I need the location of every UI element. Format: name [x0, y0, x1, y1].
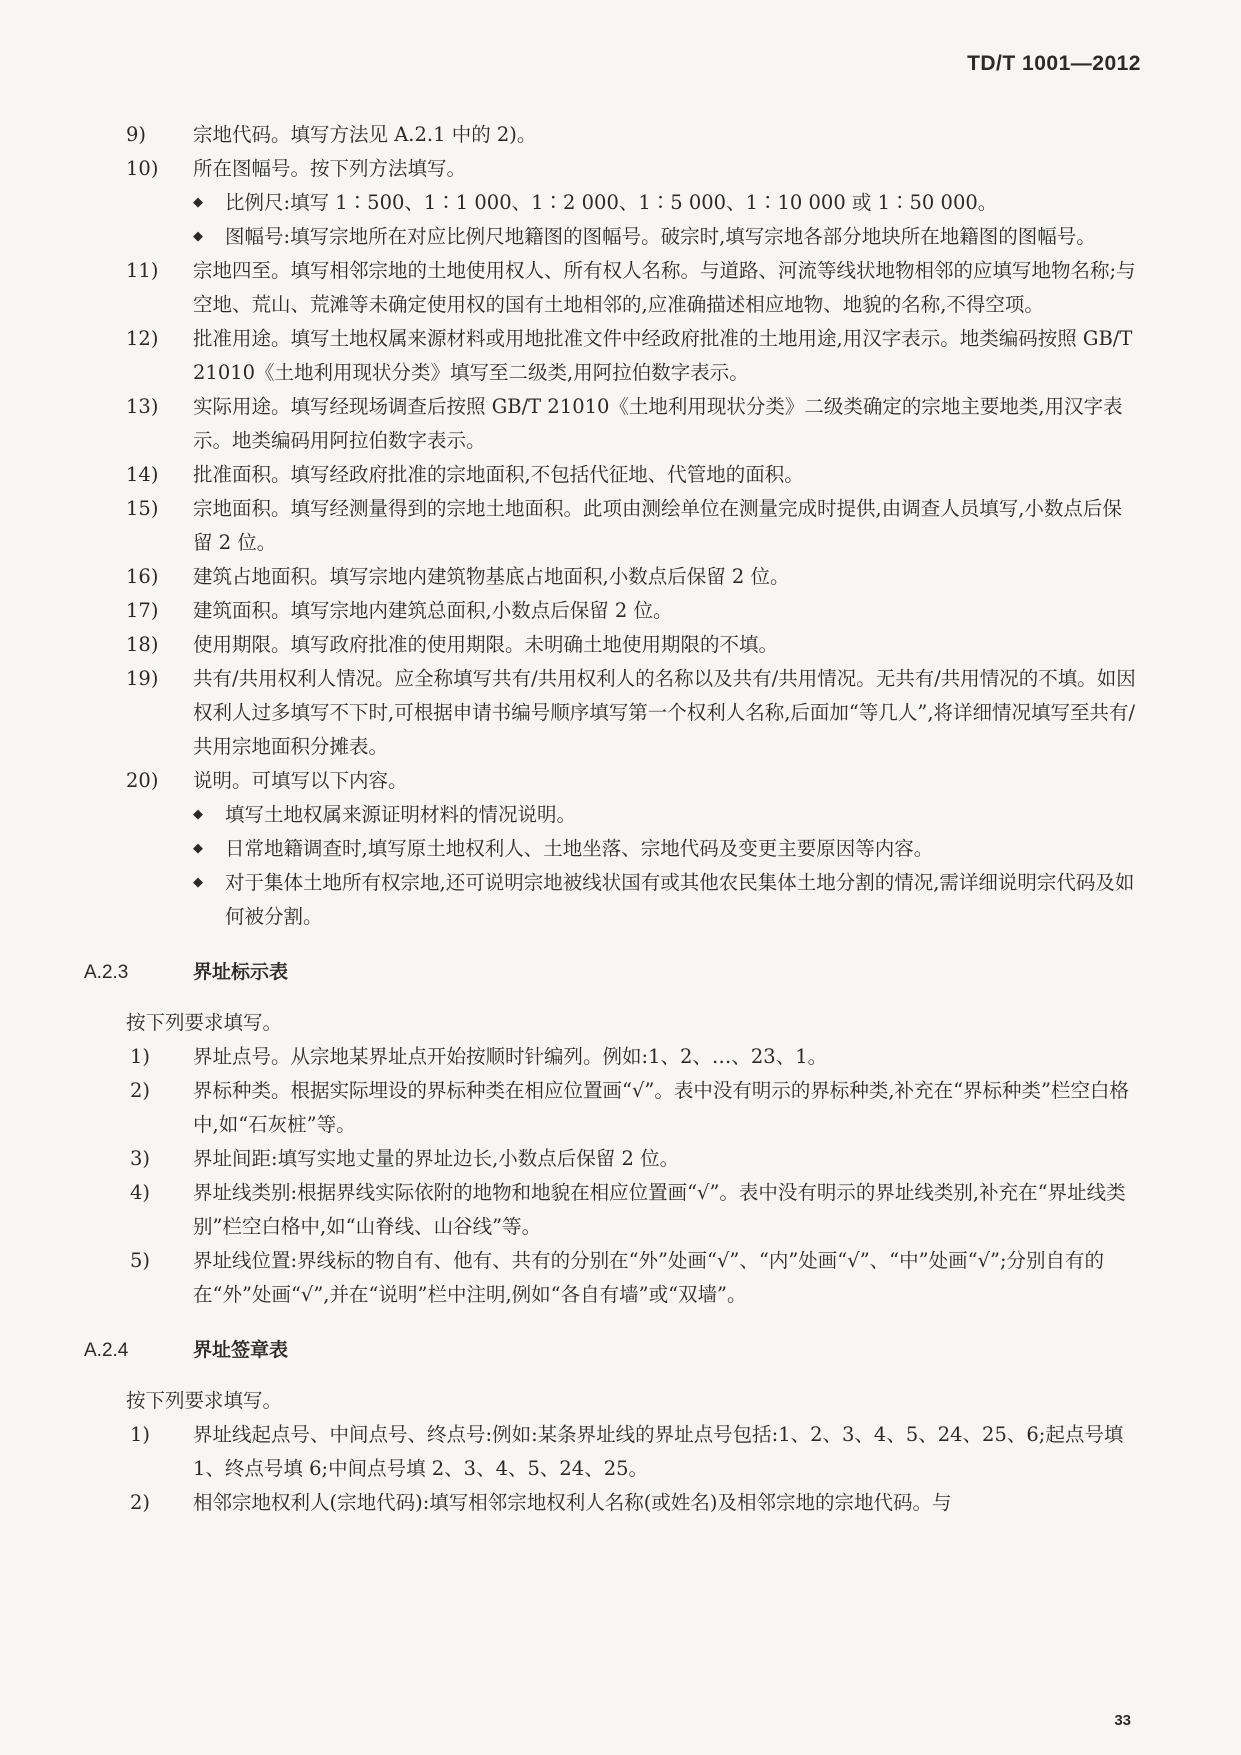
- list-item: [0, 1418, 1241, 1486]
- list-item: [0, 322, 1241, 390]
- section-heading-a24: [0, 1334, 1241, 1368]
- item-text: 宗地代码。填写方法见 A.2.1 中的 2)。: [193, 123, 537, 146]
- bullet-item: [0, 832, 1241, 866]
- item-text: 使用期限。填写政府批准的使用期限。未明确土地使用期限的不填。: [193, 633, 779, 656]
- item-text: 界址线起点号、中间点号、终点号:例如:某条界址线的界址点号包括:1、2、3、4、5、24、25、6;起点号填 1、终点号填 6;中间点号填 2、3、4、5、24、25。: [193, 1423, 1124, 1480]
- item-text: 批准用途。填写土地权属来源材料或用地批准文件中经政府批准的土地用途,用汉字表示。地类编码按照 GB/T 21010《土地利用现状分类》填写至二级类,用阿拉伯数字表示。: [193, 327, 1133, 384]
- page-number: 33: [1114, 1712, 1131, 1729]
- list-item: [0, 1244, 1241, 1312]
- section-number: A.2.3: [84, 962, 129, 983]
- list-item: [0, 662, 1241, 764]
- list-item: [0, 254, 1241, 322]
- item-text: 实际用途。填写经现场调查后按照 GB/T 21010《土地利用现状分类》二级类确定的宗地主要地类,用汉字表示。地类编码用阿拉伯数字表示。: [193, 395, 1123, 452]
- item-text: 相邻宗地权利人(宗地代码):填写相邻宗地权利人名称(或姓名)及相邻宗地的宗地代码。与: [193, 1491, 952, 1514]
- item-number: 5): [130, 1249, 151, 1272]
- item-number: 10): [126, 157, 159, 180]
- item-text: 建筑占地面积。填写宗地内建筑物基底占地面积,小数点后保留 2 位。: [193, 565, 790, 588]
- item-number: 1): [130, 1045, 151, 1068]
- bullet-text: 对于集体土地所有权宗地,还可说明宗地被线状国有或其他农民集体土地分割的情况,需详细说明宗代码及如何被分割。: [225, 871, 1135, 928]
- item-number: 16): [126, 565, 159, 588]
- item-text: 宗地四至。填写相邻宗地的土地使用权人、所有权人名称。与道路、河流等线状地物相邻的应填写地物名称;与空地、荒山、荒滩等未确定使用权的国有土地相邻的,应准确描述相应地物、地貌的名称,不得空项。: [193, 259, 1136, 316]
- item-number: 15): [126, 497, 159, 520]
- bullet-item: [0, 220, 1241, 254]
- bullet-item: [0, 186, 1241, 220]
- list-item: [0, 152, 1241, 186]
- list-item: [0, 1040, 1241, 1074]
- item-text: 界址线类别:根据界线实际依附的地物和地貌在相应位置画“√”。表中没有明示的界址线类别,补充在“界址线类别”栏空白格中,如“山脊线、山谷线”等。: [193, 1181, 1126, 1238]
- item-text: 批准面积。填写经政府批准的宗地面积,不包括代征地、代管地的面积。: [193, 463, 804, 486]
- list-item: [0, 1176, 1241, 1244]
- item-text: 建筑面积。填写宗地内建筑总面积,小数点后保留 2 位。: [193, 599, 673, 622]
- bullet-diamond-icon: ◆: [193, 195, 203, 210]
- list-item: [0, 118, 1241, 152]
- bullet-diamond-icon: ◆: [193, 841, 203, 856]
- item-text: 宗地面积。填写经测量得到的宗地土地面积。此项由测绘单位在测量完成时提供,由调查人员填写,小数点后保留 2 位。: [193, 497, 1122, 554]
- item-number: 20): [126, 769, 159, 792]
- section-number: A.2.4: [84, 1340, 129, 1361]
- list-item: [0, 594, 1241, 628]
- section-title: 界址签章表: [193, 1340, 289, 1361]
- item-number: 12): [126, 327, 159, 350]
- section-intro: 按下列要求填写。: [126, 1389, 283, 1412]
- list-item: [0, 458, 1241, 492]
- document-body: [0, 118, 1241, 1520]
- list-item: [0, 764, 1241, 798]
- bullet-diamond-icon: ◆: [193, 875, 203, 890]
- item-number: 2): [130, 1491, 151, 1514]
- section-intro: 按下列要求填写。: [126, 1011, 283, 1034]
- bullet-text: 图幅号:填写宗地所在对应比例尺地籍图的图幅号。破宗时,填写宗地各部分地块所在地籍图的图幅号。: [225, 225, 1096, 248]
- list-item: [0, 1142, 1241, 1176]
- list-item: [0, 1074, 1241, 1142]
- document-code-header: TD/T 1001—2012: [967, 52, 1141, 75]
- item-text: 共有/共用权利人情况。应全称填写共有/共用权利人的名称以及共有/共用情况。无共有/共用情况的不填。如因权利人过多填写不下时,可根据申请书编号顺序填写第一个权利人名称,后面加“等几人”,将详细情况填写至共有/共用宗地面积分摊表。: [193, 667, 1136, 758]
- bullet-item: [0, 866, 1241, 934]
- item-text: 界址线位置:界线标的物自有、他有、共有的分别在“外”处画“√”、“内”处画“√”、“中”处画“√”;分别自有的在“外”处画“√”,并在“说明”栏中注明,例如“各自有墙”或“双墙”。: [193, 1249, 1105, 1306]
- item-number: 11): [126, 259, 159, 282]
- item-text: 说明。可填写以下内容。: [193, 769, 408, 792]
- bullet-text: 日常地籍调查时,填写原土地权利人、土地坐落、宗地代码及变更主要原因等内容。: [225, 837, 934, 860]
- list-item: [0, 1486, 1241, 1520]
- item-number: 4): [130, 1181, 151, 1204]
- list-item: [0, 390, 1241, 458]
- section-title: 界址标示表: [193, 962, 289, 983]
- item-number: 2): [130, 1079, 151, 1102]
- bullet-diamond-icon: ◆: [193, 807, 203, 822]
- bullet-item: [0, 798, 1241, 832]
- item-number: 19): [126, 667, 159, 690]
- section-heading-a23: [0, 956, 1241, 990]
- item-number: 18): [126, 633, 159, 656]
- bullet-text: 比例尺:填写 1∶500、1∶1 000、1∶2 000、1∶5 000、1∶10 000 或 1∶50 000。: [225, 191, 998, 214]
- item-text: 所在图幅号。按下列方法填写。: [193, 157, 467, 180]
- list-item: [0, 492, 1241, 560]
- item-text: 界址点号。从宗地某界址点开始按顺时针编列。例如:1、2、…、23、1。: [193, 1045, 828, 1068]
- list-item: [0, 560, 1241, 594]
- item-number: 13): [126, 395, 159, 418]
- list-item: [0, 628, 1241, 662]
- item-number: 14): [126, 463, 159, 486]
- bullet-text: 填写土地权属来源证明材料的情况说明。: [225, 803, 577, 826]
- item-number: 17): [126, 599, 159, 622]
- item-text: 界标种类。根据实际埋设的界标种类在相应位置画“√”。表中没有明示的界标种类,补充在“界标种类”栏空白格中,如“石灰桩”等。: [193, 1079, 1130, 1136]
- item-number: 9): [126, 123, 147, 146]
- bullet-diamond-icon: ◆: [193, 229, 203, 244]
- item-number: 1): [130, 1423, 151, 1446]
- item-text: 界址间距:填写实地丈量的界址边长,小数点后保留 2 位。: [193, 1147, 680, 1170]
- item-number: 3): [130, 1147, 151, 1170]
